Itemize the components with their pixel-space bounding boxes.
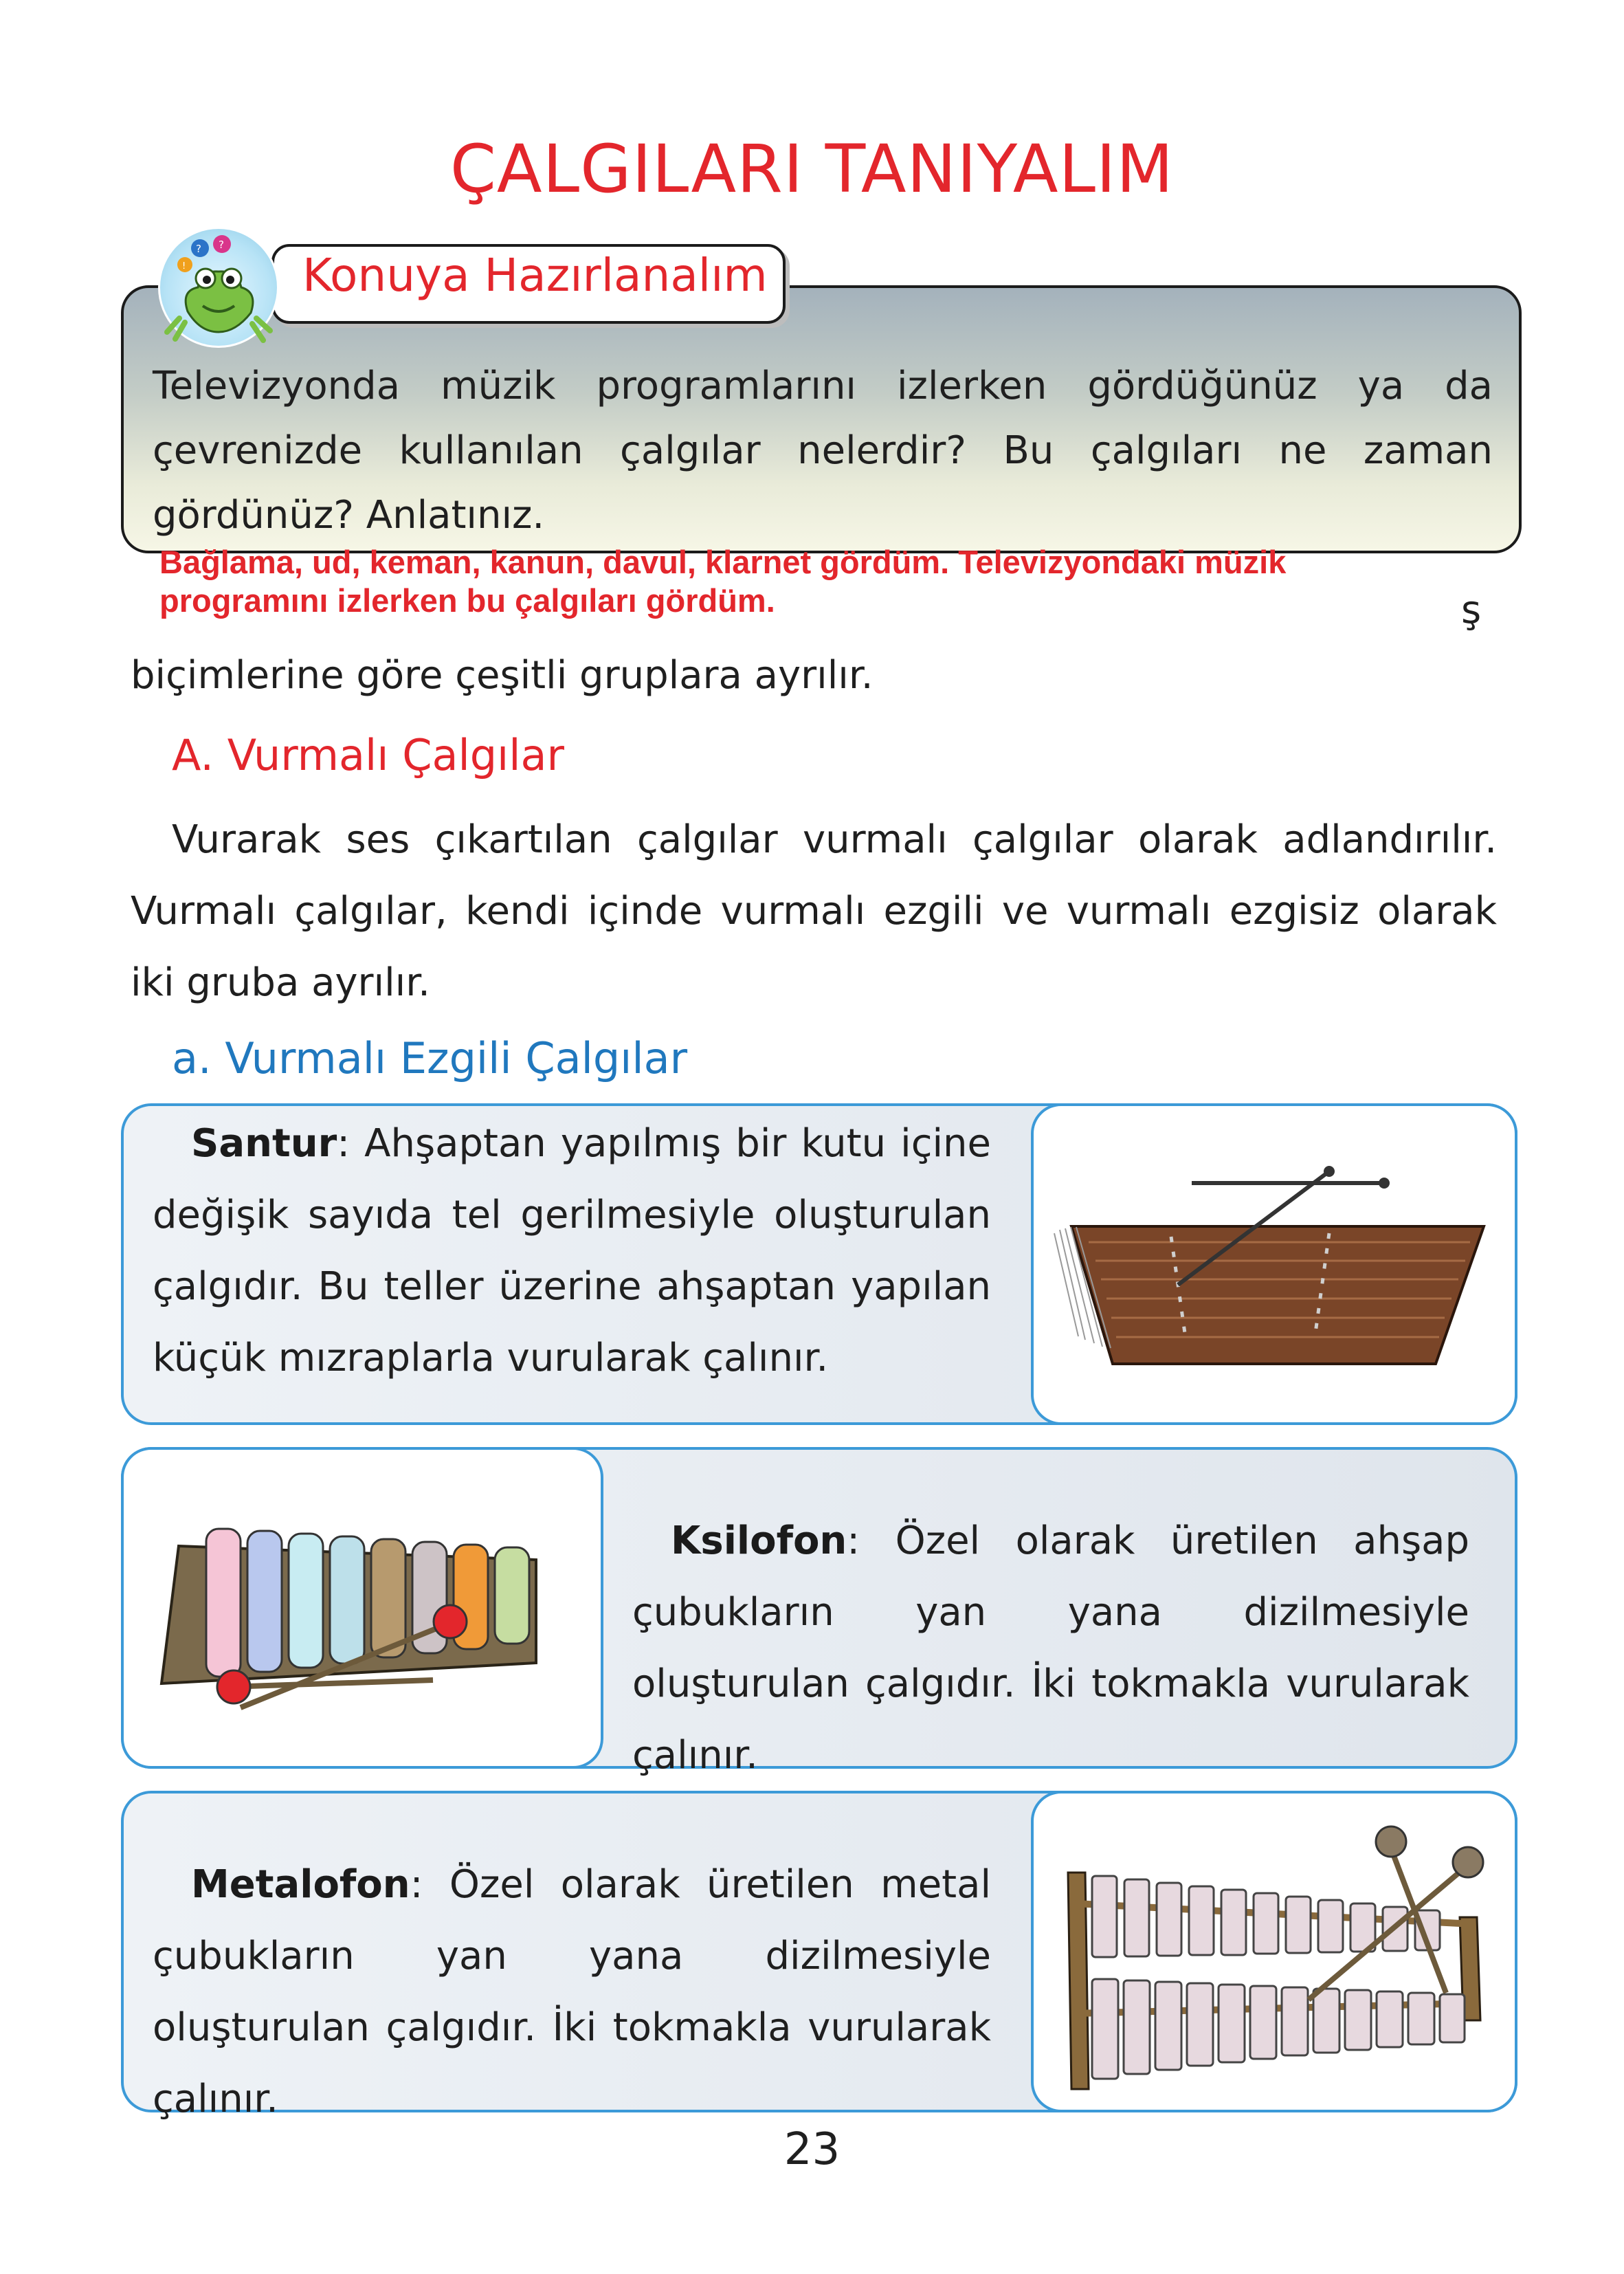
- section-paragraph: [131, 804, 1497, 1019]
- santur-image-box: [1031, 1103, 1517, 1425]
- frog-mascot-icon: [158, 227, 279, 348]
- svg-text:?: ?: [219, 239, 224, 251]
- xylophone-image: [124, 1450, 601, 1766]
- santur-sep: :: [337, 1121, 365, 1166]
- metallophone-description: Özel olarak üretilen metal çubukların yan yana dizilmesiyle oluşturulan çalgıdır. İki tokmakla vurularak çalınır.: [153, 1862, 991, 2121]
- intro-text: biçimlerine göre çeşitli gruplara ayrılır.: [131, 653, 874, 698]
- metallophone-sep: :: [410, 1862, 449, 1907]
- metallophone-image: [1034, 1793, 1515, 2110]
- page-number: 23: [783, 2124, 841, 2175]
- santur-text: [153, 1108, 991, 1394]
- prep-question: Televizyonda müzik programlarını izlerken gördüğünüz ya da çevrenizde kullanılan çalgılar nelerdir? Bu çalgıları ne zaman gördünüz? Anlatınız.: [153, 364, 1493, 538]
- xylophone-text: [632, 1505, 1469, 1791]
- santur-term: Santur: [191, 1121, 337, 1166]
- section-paragraph-text: Vurarak ses çıkartılan çalgılar vurmalı çalgılar olarak adlandırılır. Vurmalı çalgılar, kendi içinde vurmalı ezgili ve vurmalı ezgisiz olarak iki gruba ayrılır.: [131, 817, 1497, 1005]
- page-title: ÇALGILARI TANIYALIM: [449, 131, 1175, 208]
- svg-text:!: !: [182, 261, 186, 272]
- santur-description: Ahşaptan yapılmış bir kutu içine değişik sayıda tel gerilmesiyle oluşturulan çalgıdır. Bu teller üzerine ahşaptan yapılan küçük mızraplarla vurularak çalınır.: [153, 1121, 992, 1380]
- xylophone-description: Özel olarak üretilen ahşap çubukların yan yana dizilmesiyle oluşturulan çalgıdır. İki tokmakla vurularak çalınır.: [632, 1519, 1469, 1778]
- santur-image: [1034, 1106, 1515, 1422]
- metallophone-text: [153, 1849, 991, 2135]
- student-answer: Bağlama, ud, keman, kanun, davul, klarnet gördüm. Televizyondaki müzik programını izlerken bu çalgıları gördüm.: [159, 544, 1287, 619]
- prep-label: Konuya Hazırlanalım: [302, 249, 768, 302]
- xylophone-sep: :: [847, 1519, 896, 1563]
- cutoff-text: ş: [1461, 588, 1482, 632]
- metallophone-term: Metalofon: [191, 1862, 410, 1907]
- xylophone-image-box: [121, 1447, 603, 1769]
- metallophone-image-box: [1031, 1791, 1517, 2112]
- section-heading: A. Vurmalı Çalgılar: [172, 730, 564, 780]
- xylophone-term: Ksilofon: [671, 1519, 847, 1563]
- sub-heading: a. Vurmalı Ezgili Çalgılar: [172, 1033, 688, 1083]
- svg-text:?: ?: [196, 243, 201, 255]
